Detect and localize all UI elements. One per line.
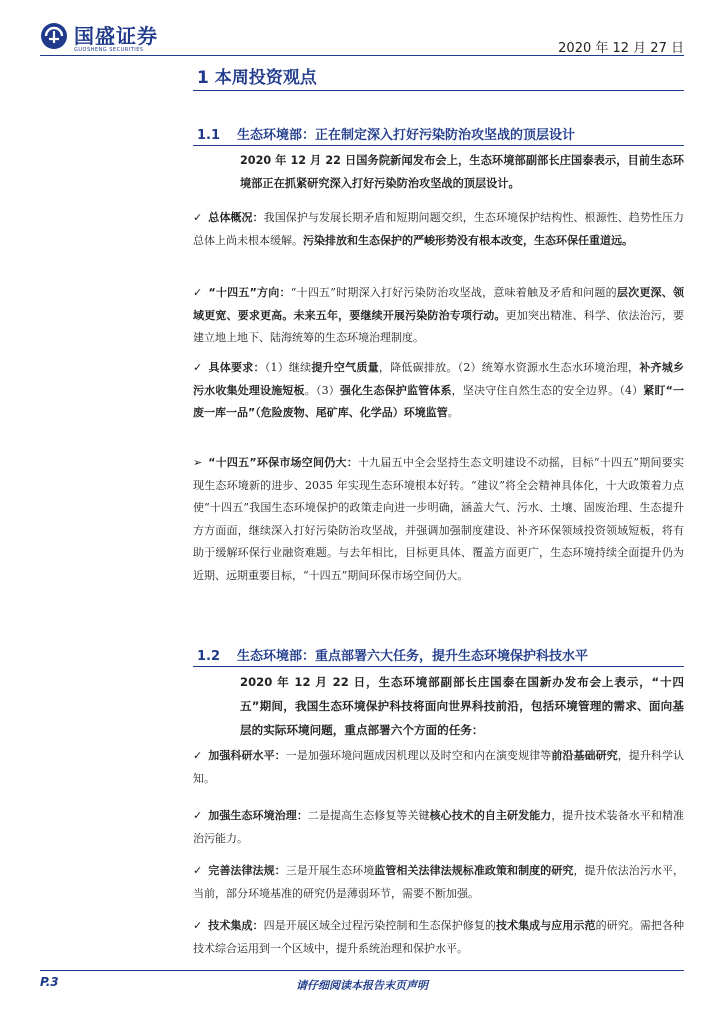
section-title: 生态环境部：正在制定深入打好污染防治攻坚战的顶层设计 — [237, 128, 576, 143]
section-divider — [193, 666, 684, 667]
bullet-legal — [193, 860, 684, 905]
logo-subtext: GUOSHENG SECURITIES — [74, 47, 144, 53]
disclaimer-note: 请仔细阅读本报告末页声明 — [296, 979, 428, 992]
check-icon: ✓ — [193, 211, 203, 224]
page-number: P.3 — [40, 975, 59, 989]
logo-text: 国盛证券 — [74, 24, 158, 48]
bullet-emphasis: 监管相关法律法规标准政策和制度的研究 — [374, 864, 574, 877]
bullet-text: ，坚决守住自然生态的安全边界。（4） — [451, 383, 644, 397]
bullet-text: “十四五”时期深入打好污染防治攻坚战，意味着触及矛盾和问题的 — [290, 286, 617, 299]
bullet-emphasis: 前沿基础研究 — [551, 749, 618, 762]
bullet-text: 四是开展区域全过程污染控制和生态保护修复的 — [263, 919, 496, 932]
bullet-emphasis: 提升空气质量 — [311, 361, 379, 374]
bullet-label: 总体概况： — [208, 211, 264, 224]
summary-text: 十九届五中全会坚持生态文明建设不动摇，目标“十四五”期间要实现生态环境新的进步、2035 年实现生态环境根本好转。“建议”将全会精神具体化，十大政策着力点使“十四五”我国生态环境保护的政策走向进一步明确，涵盖大气、污水、土壤、固废治理、生态提升方方面面，继续深入打好污染防治攻坚战，并强调加强制度建设、补齐环保领域投资领域短板，将有助于缓解环保行业融资难题。与去年相比，目标更具体、覆盖方面更广，生态环境持续全面提升仍为近期、远期重要目标，“十四五”期间环保市场空间仍大。 — [193, 456, 684, 582]
report-date: 2020 年 12 月 27 日 — [558, 41, 684, 56]
bullet-text: 。（3） — [304, 383, 340, 397]
bullet-label: 技术集成： — [208, 919, 264, 932]
bullet-text: （1）继续 — [264, 361, 312, 374]
bullet-text: ，提升技术装备水平和精准治污能力。 — [193, 809, 685, 845]
bullet-text: ，提升依法治污水平，当前，部分环境基准的研究仍是薄弱环节，需要不断加强。 — [193, 864, 685, 900]
bullet-text: 我国保护与发展长期矛盾和短期问题交织，生态环境保护结构性、根源性、趋势性压力总体上尚未根本缓解。 — [193, 211, 685, 247]
check-icon: ✓ — [193, 286, 203, 299]
bullet-emphasis: 层次更深、领域更宽、要求更高。未来五年，要继续开展污染防治专项行动。 — [193, 286, 685, 322]
bullet-emphasis: 核心技术的自主研发能力 — [429, 809, 552, 822]
check-icon: ✓ — [193, 864, 203, 877]
summary-paragraph — [193, 452, 684, 587]
bullet-emphasis: 技术集成与应用示范 — [495, 919, 596, 932]
bullet-text: 二是提高生态修复等关键 — [307, 809, 430, 822]
bullet-label: 加强科研水平： — [208, 749, 286, 762]
section-lead: 2020 年 12 月 22 日国务院新闻发布会上，生态环境部副部长庄国泰表示，目前生态环境部正在抓紧研究深入打好污染防治攻坚战的顶层设计。 — [240, 154, 684, 190]
bullet-integration — [193, 915, 684, 960]
bullet-text: ，提升科学认知。 — [193, 749, 685, 785]
summary-label: “十四五”环保市场空间仍大： — [208, 456, 358, 469]
check-icon: ✓ — [193, 749, 203, 762]
bullet-label: 加强生态环境治理： — [208, 809, 308, 822]
bullet-overview — [193, 207, 684, 252]
bullet-requirements — [193, 357, 684, 425]
bullet-direction — [193, 282, 684, 350]
header-divider — [40, 55, 684, 56]
section-divider — [193, 145, 684, 146]
bullet-governance — [193, 805, 684, 850]
title-divider — [193, 90, 684, 91]
bullet-text: 一是加强环境问题成因机理以及时空和内在演变规律等 — [285, 749, 552, 762]
section-heading-1-2 — [197, 645, 588, 664]
bullet-label: “十四五”方向： — [208, 286, 291, 299]
section-title: 生态环境部：重点部署六大任务，提升生态环境保护科技水平 — [237, 649, 589, 664]
footer-divider — [40, 970, 684, 971]
check-icon: ✓ — [193, 919, 203, 932]
logo-icon — [40, 22, 68, 50]
bullet-research — [193, 745, 684, 790]
page-title: 1 本周投资观点 — [197, 68, 317, 88]
bullet-emphasis: 补齐城乡污水收集处理设施短板 — [193, 361, 685, 397]
bullet-text: 的研究。需把各种技术综合运用到一个区域中，提升系统治理和保护水平。 — [193, 919, 685, 955]
section-number: 1.1 — [197, 128, 221, 143]
bullet-emphasis: 污染排放和生态保护的严峻形势没有根本改变，生态环保任重道远。 — [303, 233, 633, 247]
bullet-label: 具体要求： — [208, 361, 265, 374]
arrow-icon: ➢ — [193, 456, 203, 469]
bullet-text: 。 — [447, 406, 459, 419]
bullet-label: 完善法律法规： — [208, 864, 286, 877]
check-icon: ✓ — [193, 809, 203, 822]
bullet-text: 三是开展生态环境 — [285, 864, 375, 877]
section-number: 1.2 — [197, 649, 221, 664]
bullet-emphasis: 紧盯“一废一库一品”（危险废物、尾矿库、化学品）环境监管 — [193, 383, 685, 419]
section-heading-1-1 — [197, 124, 575, 143]
bullet-text: ，降低碳排放。（2）统筹水资源水生态水环境治理， — [378, 361, 640, 374]
bullet-emphasis: 强化生态保护监管体系 — [339, 383, 452, 397]
brand-logo — [40, 22, 158, 53]
check-icon: ✓ — [193, 361, 203, 374]
bullet-text: 更加突出精准、科学、依法治污，要建立地上地下、陆海统筹的生态环境治理制度。 — [193, 308, 685, 344]
section-lead: 2020 年 12 月 22 日，生态环境部副部长庄国泰在国新办发布会上表示，“十四五”期间，我国生态环境保护科技将面向世界科技前沿，包括环境管理的需求、面向基层的实际环境问题，重点部署六个方面的任务： — [240, 675, 684, 737]
